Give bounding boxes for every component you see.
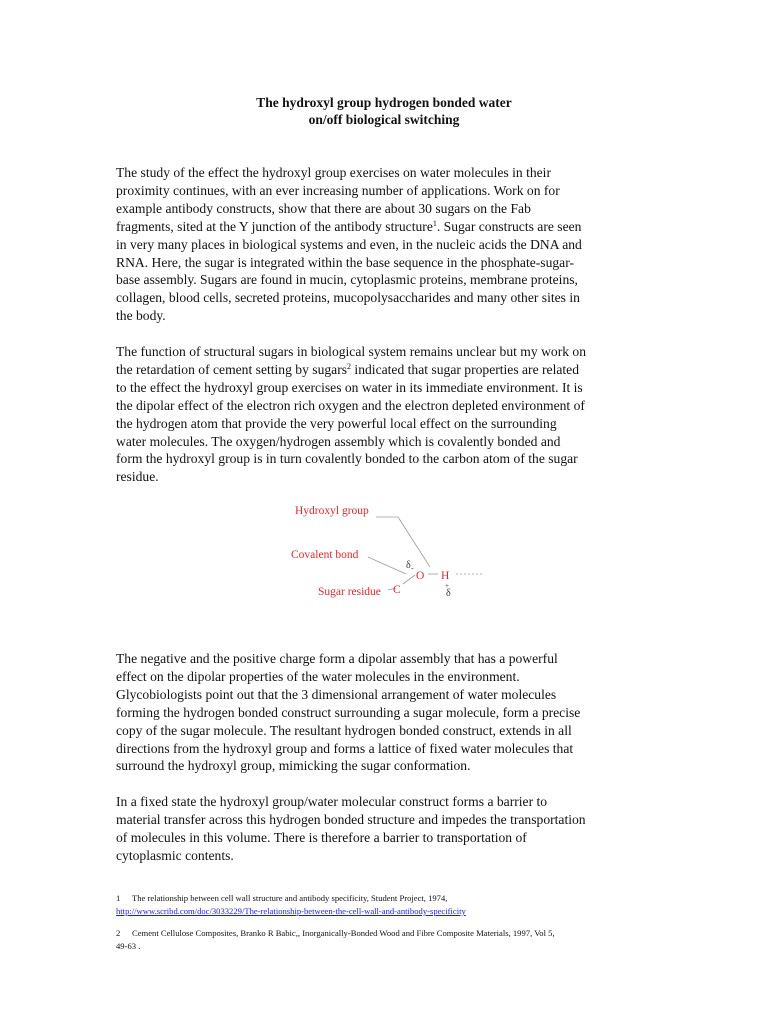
paragraph-3	[116, 650, 656, 775]
footnote-line	[116, 927, 656, 940]
paragraph-line: The negative and the positive charge form a dipolar assembly that has a powerful	[116, 651, 558, 666]
paragraph-line: base assembly. Sugars are found in mucin, cytoplasmic proteins, membrane proteins,	[116, 272, 578, 288]
paragraph-line: material transfer across this hydrogen bonded structure and impedes the transportation	[116, 811, 586, 827]
paragraph-line: example antibody constructs, show that there are about 30 sugars on the Fab	[116, 200, 531, 216]
footnote-1	[116, 892, 656, 918]
footnote-2	[116, 927, 656, 953]
delta-positive: δ	[446, 588, 451, 599]
covalent-bond-label: Covalent bond	[291, 549, 359, 561]
paragraph-line: The study of the effect the hydroxyl group exercises on water molecules in their	[116, 165, 551, 180]
paragraph-line: in very many places in biological systems and even, in the nucleic acids the DNA and	[116, 236, 582, 252]
c-o-bond	[403, 575, 415, 584]
hydroxyl-leader-line	[398, 517, 430, 567]
delta-negative: δ	[406, 560, 411, 571]
footnote-number: 2	[116, 928, 121, 938]
footnote-link[interactable]: http://www.scribd.com/doc/3033229/The-relationship-between-the-cell-wall-and-antibody-specificity	[116, 906, 466, 916]
paragraph-line: water molecules. The oxygen/hydrogen assembly which is covalently bonded and	[116, 433, 561, 449]
paragraph-line	[116, 361, 656, 379]
positive-charge: +	[445, 582, 449, 590]
paragraph-line: RNA. Here, the sugar is integrated within the base sequence in the phosphate-sugar-	[116, 254, 574, 270]
paragraph-line: form the hydroxyl group is in turn covalently bonded to the carbon atom of the sugar	[116, 451, 578, 467]
negative-charge: -	[411, 564, 414, 573]
carbon-atom: C	[393, 584, 401, 596]
sugar-residue-label: Sugar residue	[318, 586, 381, 598]
paragraph-line: to the effect the hydroxyl group exercises on water in its immediate environment. It is	[116, 379, 583, 395]
hydroxyl-diagram	[280, 500, 510, 605]
oxygen-atom: O	[416, 570, 425, 582]
footnote-ref-2: 2	[347, 361, 352, 371]
paragraph-line: the dipolar effect of the electron rich oxygen and the electron depleted environment of	[116, 397, 585, 413]
paragraph-text: fragments, sited at the Y junction of the antibody structure	[116, 218, 433, 234]
paragraph-line: proximity continues, with an ever increasing number of applications. Work on for	[116, 182, 560, 198]
paragraph-line: surround the hydroxyl group, mimicking the sugar conformation.	[116, 758, 471, 774]
paragraph-text: the retardation of cement setting by sugars	[116, 361, 348, 377]
footnote-line: 49-63 .	[116, 941, 141, 951]
paragraph-line: collagen, blood cells, secreted proteins, mucopolysaccharides and many other sites in	[116, 290, 580, 306]
footnote-text: Cement Cellulose Composites, Branko R Babic,, Inorganically-Bonded Wood and Fibre Composite Materials, 1997, Vol 5,	[132, 928, 555, 938]
paragraph-line: Glycobiologists point out that the 3 dimensional arrangement of water molecules	[116, 686, 557, 702]
paragraph-line	[116, 218, 656, 236]
hydrogen-atom: H	[441, 570, 450, 582]
paragraph-line: residue.	[116, 469, 159, 485]
paragraph-line: copy of the sugar molecule. The resultant hydrogen bonded construct, extends in all	[116, 722, 572, 738]
paragraph-text: indicated that sugar properties are related	[351, 361, 579, 377]
title-line-1: The hydroxyl group hydrogen bonded water	[256, 95, 512, 110]
paragraph-text: . Sugar constructs are seen	[436, 218, 582, 234]
footnote-ref-1: 1	[432, 218, 437, 228]
paragraph-line: In a fixed state the hydroxyl group/water molecular construct forms a barrier to	[116, 794, 548, 809]
paragraph-line: the hydrogen atom that provide the very powerful local effect on the surrounding	[116, 415, 557, 431]
paragraph-4	[116, 793, 656, 865]
paragraph-1	[116, 164, 656, 325]
paragraph-line: the body.	[116, 308, 166, 324]
paragraph-line: directions from the hydroxyl group and forms a lattice of fixed water molecules that	[116, 740, 574, 756]
paragraph-line: cytoplasmic contents.	[116, 847, 234, 863]
paragraph-line: forming the hydrogen bonded construct surrounding a sugar molecule, form a precise	[116, 704, 581, 720]
paragraph-2	[116, 343, 656, 486]
covalent-leader-line	[368, 557, 406, 574]
page-title	[0, 94, 768, 128]
footnote-line	[116, 892, 656, 905]
paragraph-line: of molecules in this volume. There is therefore a barrier to transportation of	[116, 829, 527, 845]
hydroxyl-group-label: Hydroxyl group	[295, 505, 369, 517]
footnote-line	[116, 905, 656, 918]
footnote-text: The relationship between cell wall structure and antibody specificity, Student Project, 1974,	[132, 893, 448, 903]
paragraph-line: The function of structural sugars in biological system remains unclear but my work on	[116, 344, 587, 359]
title-line-2: on/off biological switching	[308, 112, 460, 127]
footnote-number: 1	[116, 893, 121, 903]
paragraph-line: effect on the dipolar properties of the water molecules in the environment.	[116, 668, 520, 684]
